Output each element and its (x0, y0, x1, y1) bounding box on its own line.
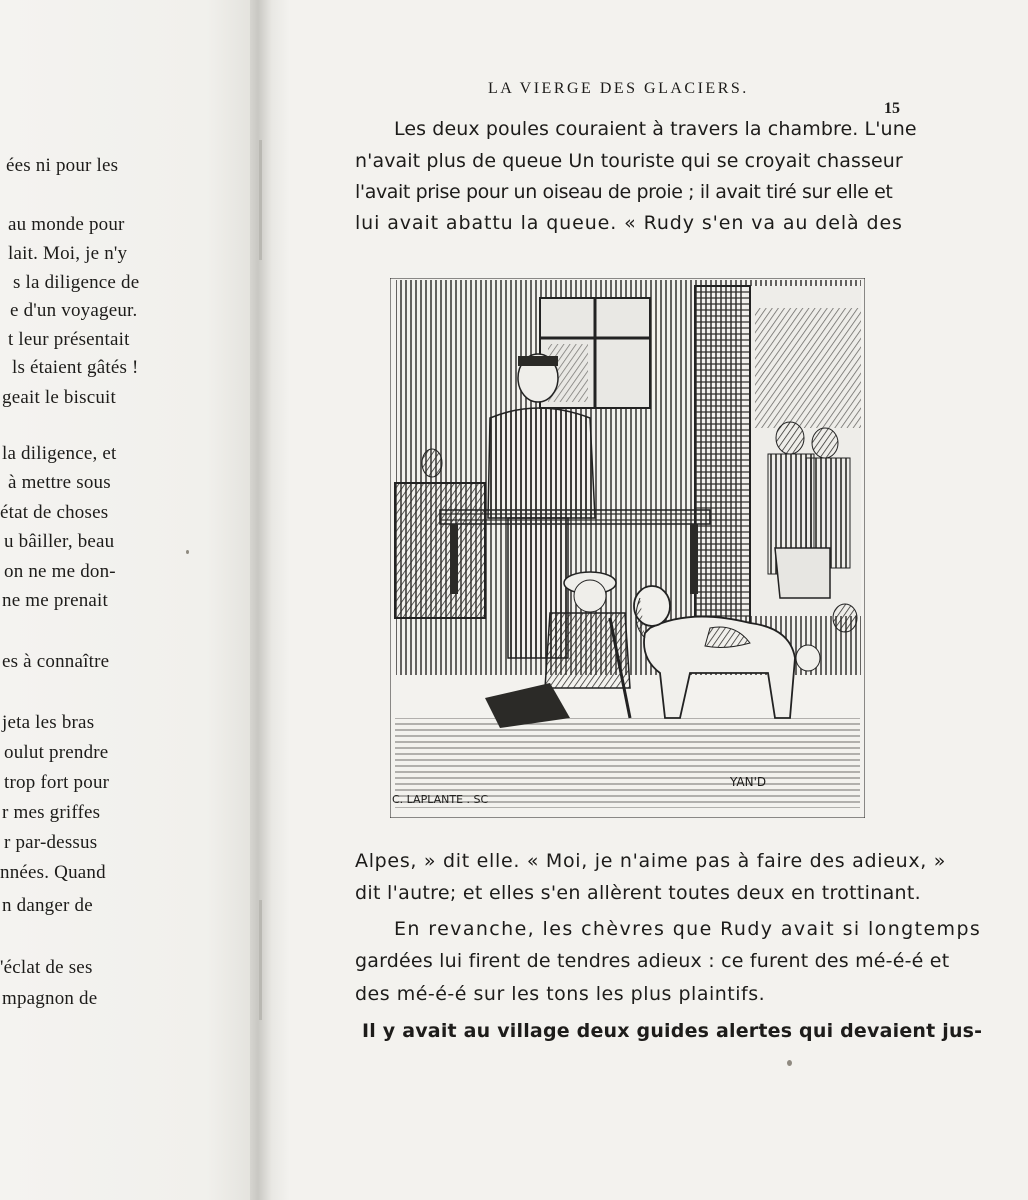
left-page-line: nnées. Quand (0, 862, 106, 883)
paper-speck (186, 550, 189, 554)
engraver-signature: C. LAPLANTE . SC (392, 793, 489, 806)
paper-speck (787, 1060, 792, 1066)
body-line: gardées lui firent de tendres adieux : ce furent des mé-é-é et (355, 950, 950, 972)
body-line: Les deux poules couraient à travers la chambre. L'une (394, 118, 917, 140)
left-page (0, 0, 258, 1200)
left-page-line: à mettre sous (8, 472, 111, 493)
body-line: lui avait abattu la queue. « Rudy s'en va au delà des (355, 212, 903, 234)
body-line: n'avait plus de queue Un touriste qui se croyait chasseur (355, 150, 903, 172)
binding-thread (259, 140, 262, 260)
left-page-line: jeta les bras (2, 712, 95, 733)
left-page-line: ls étaient gâtés ! (12, 357, 139, 378)
book-gutter (250, 0, 290, 1200)
left-page-line: s la diligence de (13, 272, 140, 293)
body-line: des mé-é-é sur les tons les plus plaintifs. (355, 983, 766, 1005)
binding-thread (259, 900, 262, 1020)
running-head: LA VIERGE DES GLACIERS. (488, 80, 749, 97)
left-page-line: au monde pour (8, 214, 125, 235)
left-page-line: la diligence, et (2, 443, 117, 464)
body-line: Alpes, » dit elle. « Moi, je n'aime pas à faire des adieux, » (355, 850, 947, 872)
left-page-line: u bâiller, beau (4, 531, 115, 552)
left-page-line: r par-dessus (4, 832, 98, 853)
left-page-line: mpagnon de (2, 988, 98, 1009)
left-page-line: e d'un voyageur. (10, 300, 138, 321)
left-page-line: état de choses (0, 502, 109, 523)
left-page-line: oulut prendre (4, 742, 109, 763)
left-page-line: t leur présentait (8, 329, 130, 350)
left-page-line: es à connaître (2, 651, 110, 672)
body-line: Il y avait au village deux guides alertes qui devaient jus- (362, 1020, 983, 1042)
body-line: l'avait prise pour un oiseau de proie ; il avait tiré sur elle et (355, 181, 893, 203)
body-line: En revanche, les chèvres que Rudy avait si longtemps (394, 918, 982, 940)
page-number: 15 (884, 100, 900, 117)
engraving-illustration (390, 278, 865, 818)
left-page-line: n danger de (2, 895, 93, 916)
left-page-line: geait le biscuit (2, 387, 116, 408)
left-page-line: 'éclat de ses (0, 957, 93, 978)
body-line: dit l'autre; et elles s'en allèrent toutes deux en trottinant. (355, 882, 921, 904)
left-page-line: trop fort pour (4, 772, 110, 793)
artist-signature: YAN'D (730, 775, 767, 789)
left-page-text (0, 0, 258, 1200)
left-page-line: ées ni pour les (6, 155, 119, 176)
left-page-line: on ne me don- (4, 561, 116, 582)
left-page-line: r mes griffes (2, 802, 101, 823)
left-page-line: lait. Moi, je n'y (8, 243, 128, 264)
left-page-line: ne me prenait (2, 590, 108, 611)
